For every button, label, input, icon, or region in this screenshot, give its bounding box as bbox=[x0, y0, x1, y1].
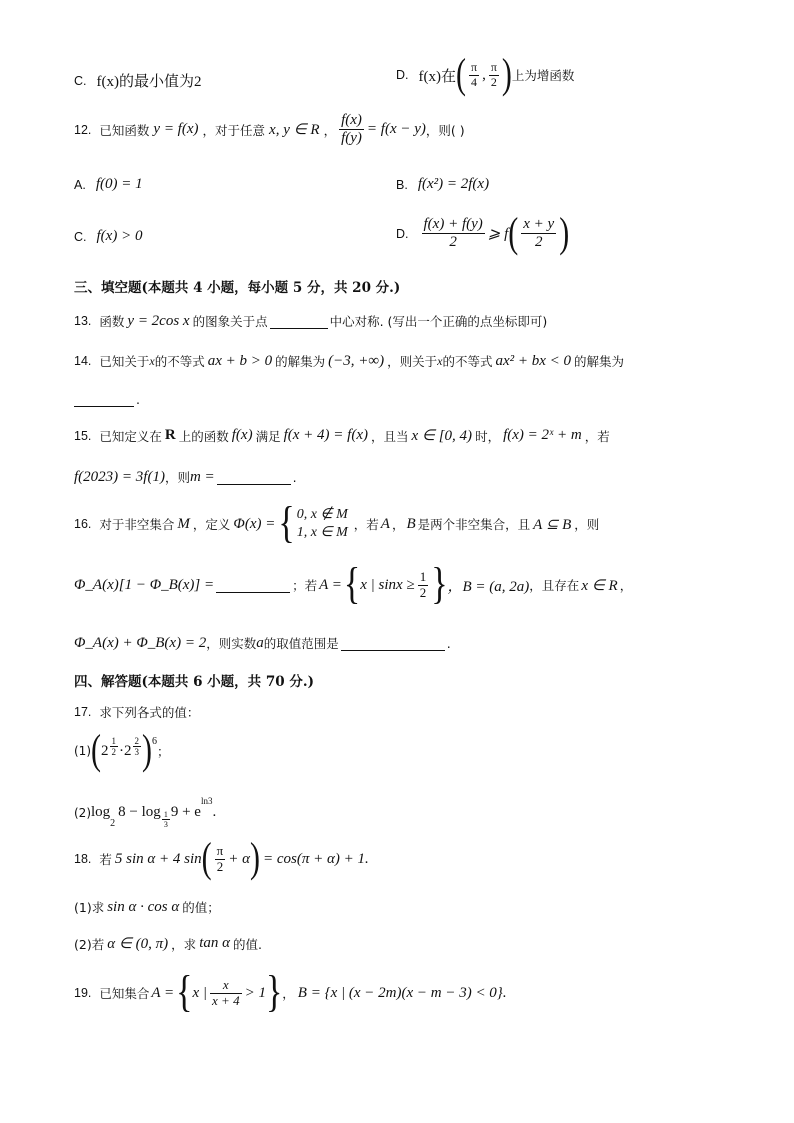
section-title: 四、解答题(本题共 6 小题，共 70 分.) bbox=[74, 674, 314, 690]
math-var: x bbox=[437, 353, 443, 368]
q13 bbox=[74, 312, 547, 330]
paren-left: ( bbox=[91, 727, 101, 774]
math-expr: B = {x | (x − 2m)(x − m − 3) < 0} bbox=[297, 984, 503, 1001]
question-number: 16. bbox=[74, 517, 92, 532]
numerator: x bbox=[222, 976, 229, 992]
stem-text: 的不等式 bbox=[442, 354, 493, 369]
stem-text: ；若 bbox=[292, 578, 318, 593]
numerator: π bbox=[216, 843, 224, 858]
q12-stem bbox=[74, 112, 465, 148]
math-expr: f(x) bbox=[231, 427, 253, 443]
answer-blank[interactable] bbox=[74, 392, 134, 407]
stem-text: ， bbox=[282, 986, 295, 1001]
q15-line2 bbox=[74, 468, 297, 486]
question-number: 12. bbox=[74, 122, 92, 137]
denominator: f(y) bbox=[341, 130, 362, 147]
math-expr: α ∈ (0, π) bbox=[107, 936, 169, 952]
q14 bbox=[74, 352, 624, 370]
dot: · bbox=[119, 742, 124, 759]
brace-right: } bbox=[431, 560, 448, 609]
part-label: (1)求 bbox=[74, 900, 105, 915]
stem-text: 已知函数 bbox=[99, 122, 150, 138]
stem-text: ，则关于 bbox=[387, 354, 438, 369]
denominator: 2 bbox=[490, 74, 497, 89]
section-heading bbox=[74, 276, 400, 296]
stem-text: 函数 bbox=[99, 314, 125, 329]
option-label: C. bbox=[74, 73, 87, 88]
option-label: C. bbox=[74, 229, 87, 244]
q15 bbox=[74, 426, 610, 445]
math-expr: 9 + e bbox=[170, 804, 201, 821]
math-expr: f(2023) = 3f(1) bbox=[74, 468, 165, 485]
fraction bbox=[418, 570, 429, 601]
fraction bbox=[422, 216, 485, 252]
option-text-prefix: f(x)在 bbox=[418, 68, 456, 85]
base: 2 bbox=[101, 742, 109, 759]
exponent: ln3 bbox=[200, 796, 213, 806]
denominator: 2 bbox=[111, 747, 116, 758]
answer-blank[interactable] bbox=[341, 636, 445, 651]
math-expr: Φ_A(x)[1 − Φ_B(x)] = bbox=[74, 576, 215, 593]
fraction bbox=[339, 112, 364, 148]
brace-right: } bbox=[265, 968, 283, 1017]
q17-part2 bbox=[74, 796, 216, 829]
stem-text: ，则 bbox=[164, 470, 190, 485]
q12-option-b bbox=[396, 176, 489, 193]
stem-text: . bbox=[136, 392, 140, 407]
stem-text: ； bbox=[157, 744, 170, 759]
math-expr: f(x + 4) = f(x) bbox=[283, 427, 368, 443]
math-expr: ax² + bx < 0 bbox=[495, 352, 572, 369]
math-expr: x ∈ R bbox=[581, 577, 618, 594]
stem-text: . bbox=[212, 804, 217, 821]
fraction bbox=[215, 844, 226, 875]
denominator: x + 4 bbox=[212, 992, 240, 1008]
log-base-fraction bbox=[162, 810, 170, 829]
base: 2 bbox=[124, 742, 132, 759]
fraction bbox=[210, 978, 242, 1009]
option-label: D. bbox=[396, 68, 409, 82]
question-number: 19. bbox=[74, 986, 92, 1000]
stem-text: ， bbox=[391, 517, 405, 533]
case-1: 0, x ∉ M bbox=[296, 507, 348, 522]
q19 bbox=[74, 968, 507, 1017]
math-expr: > 1 bbox=[244, 984, 266, 1001]
stem-text: ，则 bbox=[574, 517, 600, 533]
piecewise-cases bbox=[297, 506, 348, 542]
math-expr: ⩾ f bbox=[487, 226, 509, 243]
math-expr: M bbox=[177, 515, 190, 532]
paren-left: ( bbox=[456, 51, 466, 98]
math-expr: Φ(x) = bbox=[233, 515, 276, 532]
math-expr: B bbox=[406, 515, 416, 532]
numerator: x + y bbox=[523, 216, 555, 232]
denominator: 2 bbox=[449, 234, 457, 251]
answer-blank[interactable] bbox=[217, 470, 291, 485]
stem-text: 已知定义在 bbox=[99, 428, 162, 444]
stem-text: ，定义 bbox=[192, 517, 231, 533]
stem-text: 的取值范围是 bbox=[263, 636, 339, 651]
q16-line3 bbox=[74, 634, 451, 652]
question-number: 14. bbox=[74, 354, 92, 368]
stem-text: ，且存在 bbox=[529, 578, 580, 593]
paren-left: ( bbox=[508, 209, 519, 257]
stem-text: 的图象关于点 bbox=[192, 314, 268, 329]
denominator: 3 bbox=[163, 820, 168, 830]
math-expr: ax + b > 0 bbox=[207, 352, 273, 369]
stem-text: 满足 bbox=[255, 428, 281, 444]
math-expr: x | bbox=[192, 984, 208, 1001]
math-expr: A = bbox=[151, 984, 175, 1001]
q11-option-d: D. f(x)在 ( $\frac{\pi}{4}$ , $\frac{\pi}{2}$ ) 上为增函数 bbox=[396, 51, 575, 98]
numerator: 2 bbox=[134, 736, 139, 746]
stem-text: ， bbox=[323, 122, 337, 138]
math-expr: R bbox=[164, 427, 176, 443]
stem-text: 上的函数 bbox=[178, 428, 229, 444]
stem-text: . bbox=[502, 984, 507, 1001]
stem-text: 已知关于 bbox=[99, 354, 150, 369]
math-expr: x, y ∈ R bbox=[269, 122, 320, 139]
paren-left: ( bbox=[201, 835, 212, 882]
q17-part1 bbox=[74, 727, 170, 774]
paren-right: ) bbox=[142, 727, 152, 774]
numerator: f(x) bbox=[341, 112, 362, 128]
math-expr: (−3, +∞) bbox=[328, 352, 385, 369]
numerator: 1 bbox=[163, 810, 168, 819]
math-expr: 5 sin α + 4 sin bbox=[114, 850, 202, 867]
q18 bbox=[74, 835, 369, 882]
q14-answer-line bbox=[74, 392, 140, 407]
section-heading bbox=[74, 670, 314, 690]
option-label: A. bbox=[74, 177, 86, 192]
answer-blank[interactable] bbox=[216, 578, 290, 593]
stem-text: ，对于任意 bbox=[202, 122, 266, 138]
stem-text: 求下列各式的值： bbox=[99, 705, 200, 720]
question-number: 15. bbox=[74, 428, 92, 443]
q16 bbox=[74, 499, 600, 548]
option-text: f(0) = 1 bbox=[95, 176, 143, 192]
fraction bbox=[521, 216, 556, 252]
math-expr: + α bbox=[228, 850, 250, 867]
numerator: f(x) + f(y) bbox=[423, 216, 483, 232]
fraction bbox=[469, 61, 479, 90]
question-number: 17. bbox=[74, 705, 92, 719]
part-label: (2) bbox=[74, 805, 91, 820]
math-expr: m = bbox=[189, 468, 215, 485]
exponent-fraction bbox=[133, 736, 142, 758]
math-expr: sin α · cos α bbox=[107, 898, 180, 915]
stem-text: ， bbox=[619, 578, 633, 593]
stem-text: ，且当 bbox=[370, 428, 409, 444]
option-label: D. bbox=[396, 226, 409, 241]
math-expr: A ⊆ B bbox=[533, 516, 572, 533]
math-expr: y = f(x) bbox=[153, 121, 199, 138]
option-text-suffix: 上为增函数 bbox=[511, 68, 575, 83]
part-label: (2)若 bbox=[74, 936, 105, 952]
section-title: 三、填空题(本题共 4 小题，每小题 5 分，共 20 分.) bbox=[74, 280, 401, 296]
stem-text: 已知集合 bbox=[99, 986, 150, 1001]
stem-text: 的值； bbox=[182, 900, 220, 915]
math-expr: 8 − log bbox=[118, 804, 161, 821]
answer-blank[interactable] bbox=[270, 314, 328, 329]
brace-left: { bbox=[343, 560, 361, 609]
math-expr: A bbox=[380, 515, 390, 532]
q17 bbox=[74, 703, 199, 721]
option-text: f(x²) = 2f(x) bbox=[417, 176, 490, 192]
stem-text: 若 bbox=[99, 852, 112, 868]
q12-option-a bbox=[74, 176, 143, 193]
option-text: f(x)的最小值为2 bbox=[96, 74, 202, 90]
stem-text: ，则( ) bbox=[425, 122, 465, 138]
stem-text: 是两个非空集合，且 bbox=[417, 517, 531, 533]
numerator: π bbox=[471, 59, 478, 74]
math-var: x bbox=[149, 353, 155, 368]
stem-text: 时， bbox=[475, 428, 501, 444]
stem-text: . bbox=[292, 469, 297, 485]
question-number: 13. bbox=[74, 314, 92, 328]
stem-text: 的值. bbox=[232, 936, 262, 952]
paren-right: ) bbox=[501, 51, 512, 98]
math-expr: = f(x − y) bbox=[366, 121, 426, 138]
denominator: 2 bbox=[216, 858, 224, 874]
q12-option-d bbox=[396, 209, 570, 257]
stem-text: 的解集为 bbox=[574, 354, 625, 369]
math-expr: x | sinx ≥ bbox=[360, 576, 415, 593]
denominator: 3 bbox=[134, 747, 139, 758]
paren-right: ) bbox=[250, 835, 260, 882]
stem-text: . bbox=[446, 635, 451, 651]
brace-left: { bbox=[278, 499, 295, 548]
numerator: π bbox=[490, 59, 497, 74]
denominator: 2 bbox=[419, 584, 427, 600]
q18-part2 bbox=[74, 934, 262, 953]
stem-text: 的解集为 bbox=[275, 354, 326, 369]
option-label: B. bbox=[396, 177, 408, 192]
math-expr: x ∈ [0, 4) bbox=[411, 428, 473, 444]
q12-option-c bbox=[74, 228, 142, 245]
math-expr: = cos(π + α) + 1. bbox=[263, 850, 369, 867]
math-expr: tan α bbox=[199, 935, 230, 951]
stem-text: 中心对称. (写出一个正确的点坐标即可) bbox=[329, 314, 548, 329]
stem-text: ，若 bbox=[353, 517, 379, 533]
question-number: 18. bbox=[74, 852, 92, 867]
numerator: 1 bbox=[419, 568, 427, 584]
denominator: 2 bbox=[534, 234, 543, 251]
numerator: 1 bbox=[111, 736, 116, 746]
case-2: 1, x ∈ M bbox=[296, 525, 348, 541]
part-label: (1) bbox=[74, 744, 91, 758]
math-expr: y = 2cos x bbox=[127, 312, 190, 329]
stem-text: 对于非空集合 bbox=[99, 517, 175, 533]
denominator: 4 bbox=[471, 74, 478, 89]
stem-text: ，则实数 bbox=[206, 636, 257, 651]
math-expr: ，B = (a, 2a) bbox=[447, 578, 530, 595]
log: log bbox=[91, 804, 111, 821]
math-expr: A = bbox=[319, 576, 342, 593]
stem-text: 的不等式 bbox=[154, 354, 205, 369]
math-expr: f(x) = 2ˣ + m bbox=[503, 427, 582, 443]
brace-left: { bbox=[176, 968, 193, 1017]
math-expr: Φ_A(x) + Φ_B(x) = 2 bbox=[74, 634, 207, 651]
q11-option-c bbox=[74, 70, 202, 91]
q18-part1 bbox=[74, 898, 220, 916]
stem-text: ，求 bbox=[171, 936, 197, 952]
exponent-fraction bbox=[110, 736, 119, 758]
fraction bbox=[489, 61, 499, 90]
log-base: 2 bbox=[110, 818, 116, 830]
option-text: f(x) > 0 bbox=[96, 228, 143, 244]
q16-line2 bbox=[74, 560, 633, 609]
math-var: a bbox=[256, 634, 264, 651]
outer-exponent: 6 bbox=[152, 736, 157, 747]
paren-right: ) bbox=[559, 209, 570, 257]
stem-text: ，若 bbox=[584, 428, 610, 444]
